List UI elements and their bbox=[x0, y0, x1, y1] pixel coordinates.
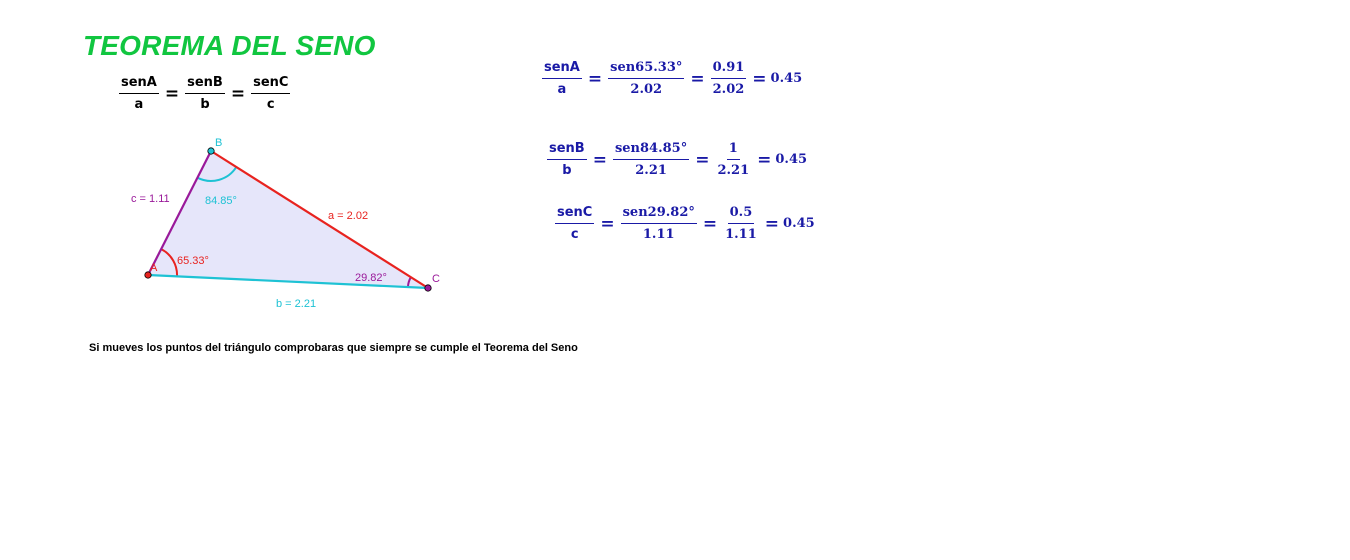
point-C[interactable] bbox=[425, 285, 431, 291]
ratio-a-eq3: = bbox=[752, 68, 767, 89]
ratio-a-value-den: 2.02 bbox=[712, 82, 745, 97]
angle-B-label: 84.85° bbox=[205, 195, 237, 207]
ratio-a-lead-num: senA bbox=[542, 59, 582, 79]
ratio-a-lead-den: a bbox=[557, 82, 567, 97]
angle-A-label: 65.33° bbox=[177, 255, 209, 267]
ratio-c-lead-den: c bbox=[570, 227, 579, 242]
ratio-b-lead-num: senB bbox=[547, 140, 587, 160]
ratio-c-eq3: = bbox=[764, 213, 780, 234]
law-equals-2: = bbox=[230, 83, 246, 104]
ratio-b-eq3: = bbox=[757, 149, 772, 170]
ratio-a-value-num: 0.91 bbox=[711, 59, 747, 79]
side-b-label: b = 2.21 bbox=[276, 298, 317, 310]
side-a-label: a = 2.02 bbox=[328, 210, 369, 222]
ratio-c-value-den: 1.11 bbox=[725, 227, 757, 242]
ratio-b-value-num: 1 bbox=[727, 140, 740, 160]
ratio-c-result: 0.45 bbox=[783, 216, 815, 231]
ratio-b-result: 0.45 bbox=[775, 152, 808, 167]
point-C-label: C bbox=[432, 273, 440, 285]
point-B[interactable] bbox=[208, 148, 214, 154]
law-den-a: a bbox=[134, 97, 144, 112]
ratio-b-lead-den: b bbox=[562, 163, 572, 178]
law-equals-1: = bbox=[164, 83, 180, 104]
angle-C-label: 29.82° bbox=[355, 272, 387, 284]
ratio-c-lead-num: senC bbox=[555, 204, 594, 224]
law-den-b: b bbox=[200, 97, 210, 112]
ratio-a-sin-num: sen65.33° bbox=[608, 59, 684, 79]
ratio-c-eq1: = bbox=[600, 213, 615, 234]
ratio-b-eq2: = bbox=[695, 149, 710, 170]
law-den-c: c bbox=[266, 97, 275, 112]
ratio-c-value-num: 0.5 bbox=[728, 204, 755, 224]
side-c-label: c = 1.11 bbox=[131, 193, 170, 205]
page-title: TEOREMA DEL SENO bbox=[83, 30, 376, 61]
ratio-b-value-den: 2.21 bbox=[717, 163, 750, 178]
ratio-a-eq2: = bbox=[690, 68, 705, 89]
point-B-label: B bbox=[215, 137, 223, 149]
law-num-b: senB bbox=[185, 74, 225, 94]
law-num-a: senA bbox=[119, 74, 159, 94]
ratio-c-eq2: = bbox=[702, 213, 718, 234]
triangle-area bbox=[148, 151, 428, 288]
ratio-a-eq1: = bbox=[587, 68, 603, 89]
law-num-c: senC bbox=[251, 74, 290, 94]
instruction-note: Si mueves los puntos del triángulo comprobaras que siempre se cumple el Teorema del Seno bbox=[89, 342, 578, 354]
ratio-c-sin-den: 1.11 bbox=[642, 227, 675, 242]
ratio-b-sin-num: sen84.85° bbox=[613, 140, 689, 160]
ratio-b-sin-den: 2.21 bbox=[635, 163, 667, 178]
point-A-label: A bbox=[150, 262, 158, 274]
ratio-c-sin-num: sen29.82° bbox=[621, 204, 697, 224]
ratio-a-sin-den: 2.02 bbox=[630, 82, 663, 97]
ratio-a-result: 0.45 bbox=[770, 71, 803, 86]
ratio-b-eq1: = bbox=[592, 149, 607, 170]
